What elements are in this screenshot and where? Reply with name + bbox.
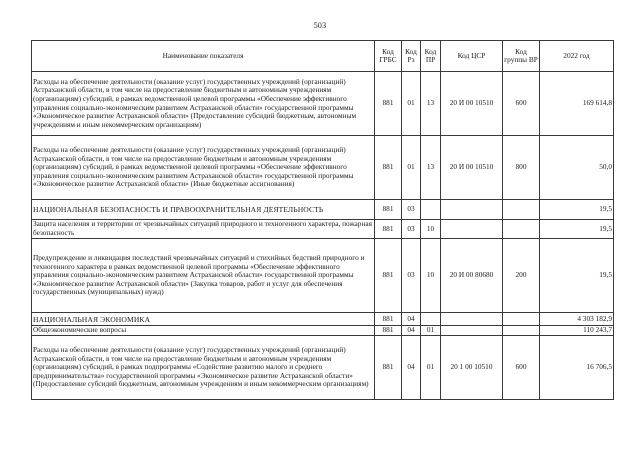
row-amount: 19,5 [540,239,614,313]
row-amount: 16 706,5 [540,336,614,400]
row-csr: 20 И 00 80680 [441,239,503,313]
row-grbs: 881 [375,136,402,200]
row-amount: 19,5 [540,220,614,239]
row-csr: 20 И 00 10510 [441,72,503,136]
header-pr: Код ПР [421,41,441,72]
row-grbs: 881 [375,326,402,336]
row-grbs: 881 [375,72,402,136]
row-csr [441,220,503,239]
row-pr: 01 [421,336,441,400]
row-rz: 04 [402,336,421,400]
header-year: 2022 год [540,41,614,72]
row-name: Общеэкономические вопросы [32,326,375,336]
table-row [32,326,614,336]
row-name: Расходы на обеспечение деятельности (оказание услуг) государственных учреждений (организаций) Астраханской области, в том числе на предоставление бюджетным и автономным учреждениям (организациям) субсидий, в рамках подпрограммы «Содействие развитию малого и среднего предпринимательства» государственной программы «Экономическое развитие Астраханской области» (Предоставление субсидий бюджетным, автономным учреждениям и иным некоммерческим организациям) [32,336,375,400]
header-csr: Код ЦСР [441,41,503,72]
row-name: НАЦИОНАЛЬНАЯ ЭКОНОМИКА [32,313,375,326]
table-row [32,72,614,136]
row-csr: 20 1 00 10510 [441,336,503,400]
row-grbs: 881 [375,239,402,313]
row-csr [441,313,503,326]
budget-table [31,40,614,400]
row-vr [503,200,540,220]
row-vr [503,326,540,336]
table-row [32,136,614,200]
page-number: 503 [313,21,327,30]
row-amount: 110 243,7 [540,326,614,336]
row-grbs: 881 [375,220,402,239]
row-vr [503,220,540,239]
row-grbs: 881 [375,200,402,220]
row-pr: 13 [421,72,441,136]
row-pr [421,313,441,326]
table-row [32,336,614,400]
header-grbs: Код ГРБС [375,41,402,72]
row-rz: 01 [402,136,421,200]
row-rz: 03 [402,239,421,313]
row-rz: 01 [402,72,421,136]
table-row [32,200,614,220]
header-vr: Код группы ВР [503,41,540,72]
row-amount: 19,5 [540,200,614,220]
row-pr: 01 [421,326,441,336]
row-name: НАЦИОНАЛЬНАЯ БЕЗОПАСНОСТЬ И ПРАВООХРАНИТЕЛЬНАЯ ДЕЯТЕЛЬНОСТЬ [32,200,375,220]
table-header-row [32,41,614,72]
row-csr [441,200,503,220]
row-pr: 13 [421,136,441,200]
row-csr: 20 И 00 10510 [441,136,503,200]
row-amount: 50,0 [540,136,614,200]
row-rz: 04 [402,313,421,326]
row-amount: 4 303 182,9 [540,313,614,326]
row-vr: 800 [503,136,540,200]
row-amount: 169 614,8 [540,72,614,136]
row-name: Расходы на обеспечение деятельности (оказание услуг) государственных учреждений (организаций) Астраханской области, в том числе на предоставление бюджетным и автономным учреждениям (организациям) субсидий, в рамках ведомственной целевой программы «Обеспечение эффективного управления социально-экономическим развитием Астраханской области» государственной программы «Экономическое развитие Астраханской области» (Иные бюджетные ассигнования) [32,136,375,200]
row-vr: 600 [503,336,540,400]
header-name: Наименование показателя [32,41,375,72]
row-pr: 10 [421,220,441,239]
row-vr: 200 [503,239,540,313]
row-csr [441,326,503,336]
row-pr: 10 [421,239,441,313]
row-grbs: 881 [375,336,402,400]
table-row [32,313,614,326]
row-rz: 03 [402,200,421,220]
row-rz: 04 [402,326,421,336]
row-vr: 600 [503,72,540,136]
row-pr [421,200,441,220]
row-name: Защита населения и территории от чрезвычайных ситуаций природного и техногенного характера, пожарная безопасность [32,220,375,239]
table-row [32,220,614,239]
header-rz: Код Рз [402,41,421,72]
row-rz: 03 [402,220,421,239]
row-vr [503,313,540,326]
row-name: Предупреждение и ликвидация последствий чрезвычайных ситуаций и стихийных бедствий природного и техногенного характера в рамках ведомственной целевой программы «Обеспечение эффективного управления социально-экономическим развитием Астраханской области» государственной программы «Экономическое развитие Астраханской области» (Закупка товаров, работ и услуг для обеспечения государственных (муниципальных) нужд) [32,239,375,313]
row-name: Расходы на обеспечение деятельности (оказание услуг) государственных учреждений (организаций) Астраханской области, в том числе на предоставление бюджетным и автономным учреждениям (организациям) субсидий, в рамках ведомственной целевой программы «Обеспечение эффективного управления социально-экономическим развитием Астраханской области» государственной программы «Экономическое развитие Астраханской области» (Предоставление субсидий бюджетным, автономным учреждениям и иным некоммерческим организациям) [32,72,375,136]
table-row [32,239,614,313]
row-grbs: 881 [375,313,402,326]
